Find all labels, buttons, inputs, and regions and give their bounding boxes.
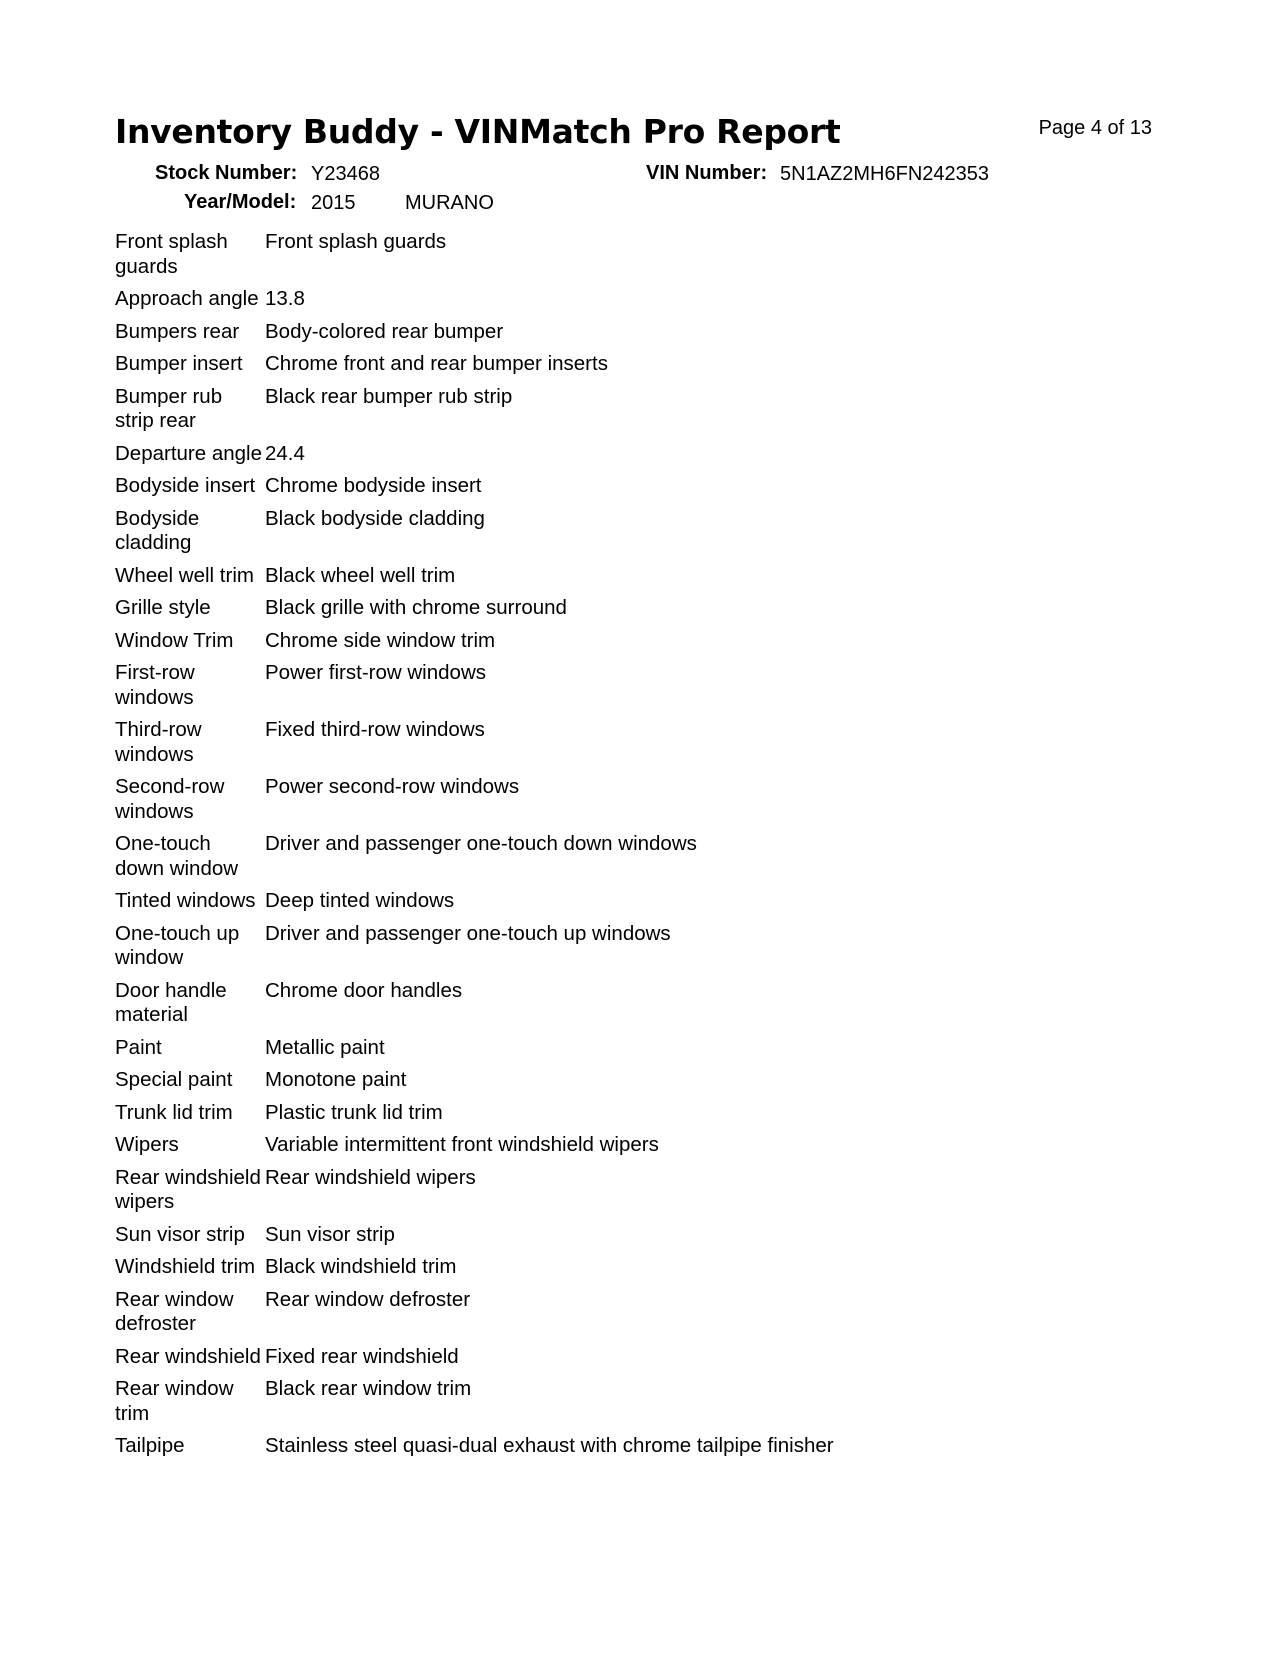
spec-label: Wipers — [115, 1133, 179, 1156]
spec-row — [115, 1434, 834, 1467]
spec-value: Black rear bumper rub strip — [265, 384, 513, 408]
spec-row — [115, 661, 834, 718]
spec-label: Bumper rub strip rear — [115, 384, 223, 432]
spec-row — [115, 320, 834, 353]
spec-row — [115, 1255, 834, 1288]
spec-row — [115, 889, 834, 922]
spec-label: Door handle material — [115, 978, 227, 1026]
spec-label: Bodyside cladding — [115, 506, 200, 554]
spec-row — [115, 832, 834, 889]
spec-value: Driver and passenger one-touch down windows — [265, 832, 697, 855]
spec-label: Rear window defroster — [115, 1287, 234, 1335]
spec-row — [115, 507, 834, 564]
spec-value: Black grille with chrome surround — [265, 596, 567, 619]
spec-label: Paint — [115, 1035, 162, 1059]
spec-row — [115, 1101, 834, 1134]
year-model-label: Year/Model: — [184, 191, 297, 213]
spec-label: Third-row windows — [115, 718, 202, 766]
spec-value: Front splash guards — [265, 230, 447, 253]
spec-value: Stainless steel quasi-dual exhaust with chrome tailpipe finisher — [265, 1434, 834, 1457]
spec-value: Rear window defroster — [265, 1287, 471, 1311]
spec-row — [115, 474, 834, 507]
spec-label: Wheel well trim — [115, 563, 254, 587]
spec-label: Rear window trim — [115, 1377, 234, 1425]
spec-value: Plastic trunk lid trim — [265, 1100, 443, 1124]
spec-label: Approach angle — [115, 287, 259, 310]
stock-number-value: Y23468 — [311, 163, 380, 185]
spec-label: Departure angle — [115, 441, 263, 465]
spec-label: Tinted windows — [115, 889, 256, 912]
spec-table-body — [115, 230, 834, 1467]
spec-value: Fixed third-row windows — [265, 718, 485, 741]
spec-row — [115, 352, 834, 385]
spec-value: Power first-row windows — [265, 661, 486, 684]
spec-label: Sun visor strip — [115, 1222, 245, 1246]
spec-row — [115, 775, 834, 832]
spec-value: 13.8 — [265, 287, 305, 310]
spec-value: Fixed rear windshield — [265, 1344, 459, 1368]
spec-row — [115, 385, 834, 442]
spec-row — [115, 979, 834, 1036]
spec-label: Bumper insert — [115, 352, 243, 375]
spec-value: Power second-row windows — [265, 775, 520, 798]
spec-row — [115, 1068, 834, 1101]
spec-value: Deep tinted windows — [265, 889, 455, 912]
spec-row — [115, 1166, 834, 1223]
spec-row — [115, 1345, 834, 1378]
spec-value: Variable intermittent front windshield wipers — [265, 1133, 659, 1156]
spec-row — [115, 718, 834, 775]
spec-row — [115, 1133, 834, 1166]
spec-label: Grille style — [115, 596, 211, 619]
spec-label: One-touch down window — [115, 832, 239, 880]
spec-row — [115, 596, 834, 629]
spec-label: Windshield trim — [115, 1255, 256, 1278]
spec-row — [115, 230, 834, 287]
spec-table — [115, 230, 834, 1467]
spec-row — [115, 1288, 834, 1345]
spec-value: Driver and passenger one-touch up windows — [265, 921, 671, 945]
spec-value: Sun visor strip — [265, 1222, 395, 1246]
spec-value: Chrome door handles — [265, 978, 463, 1002]
spec-value: Body-colored rear bumper — [265, 319, 504, 343]
spec-row — [115, 629, 834, 662]
spec-value: Monotone paint — [265, 1068, 407, 1091]
spec-row — [115, 1036, 834, 1069]
spec-label: Rear windshield — [115, 1344, 261, 1368]
page-number: Page 4 of 13 — [1038, 117, 1152, 139]
spec-label: Trunk lid trim — [115, 1100, 233, 1124]
spec-row — [115, 442, 834, 475]
spec-value: 24.4 — [265, 441, 305, 465]
spec-value: Chrome bodyside insert — [265, 474, 482, 497]
model-value: MURANO — [405, 192, 494, 214]
spec-label: Tailpipe — [115, 1434, 185, 1457]
report-title: Inventory Buddy - VINMatch Pro Report — [115, 112, 841, 151]
spec-label: Rear windshield wipers — [115, 1165, 261, 1213]
spec-row — [115, 287, 834, 320]
spec-row — [115, 922, 834, 979]
spec-value: Black bodyside cladding — [265, 506, 485, 530]
spec-value: Chrome front and rear bumper inserts — [265, 352, 608, 375]
spec-value: Rear windshield wipers — [265, 1165, 476, 1189]
spec-label: Second-row windows — [115, 775, 225, 823]
spec-label: Window Trim — [115, 628, 234, 652]
stock-number-label: Stock Number: — [155, 162, 298, 184]
vin-number-value: 5N1AZ2MH6FN242353 — [780, 163, 989, 185]
spec-row — [115, 1377, 834, 1434]
spec-value: Black windshield trim — [265, 1255, 457, 1278]
spec-value: Black wheel well trim — [265, 563, 456, 587]
spec-value: Metallic paint — [265, 1035, 385, 1059]
spec-row — [115, 1223, 834, 1256]
spec-label: Front splash guards — [115, 230, 228, 278]
spec-label: One-touch up window — [115, 921, 240, 969]
spec-label: First-row windows — [115, 661, 195, 709]
spec-label: Bodyside insert — [115, 474, 256, 497]
vin-number-label: VIN Number: — [646, 162, 768, 184]
spec-value: Chrome side window trim — [265, 628, 496, 652]
spec-label: Bumpers rear — [115, 319, 240, 343]
spec-label: Special paint — [115, 1068, 233, 1091]
spec-value: Black rear window trim — [265, 1377, 472, 1400]
year-value: 2015 — [311, 192, 356, 214]
spec-row — [115, 564, 834, 597]
